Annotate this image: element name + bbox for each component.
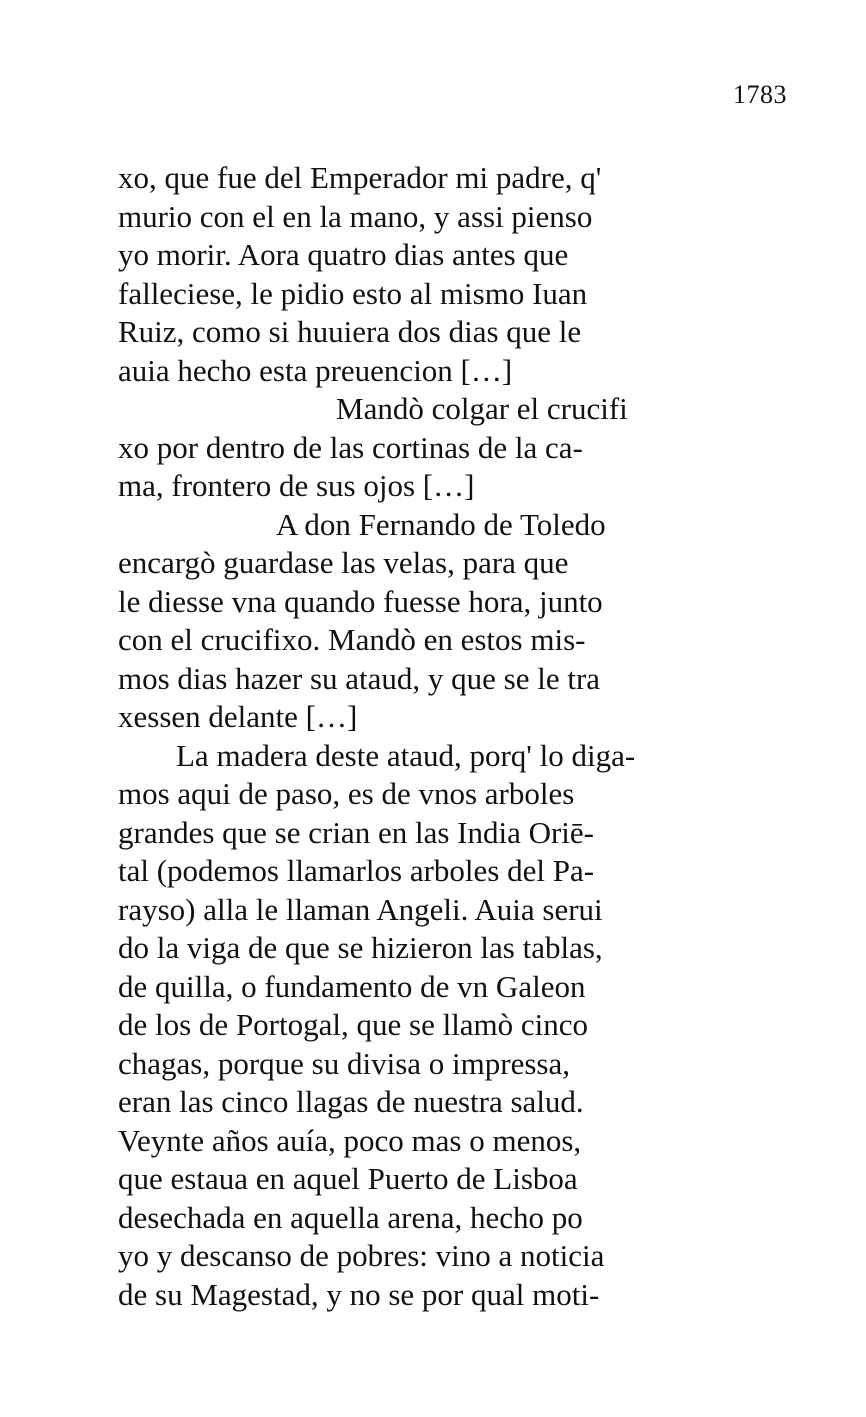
text-line: de quilla, o fundamento de vn Galeon xyxy=(118,968,586,1004)
text-line: La madera deste ataud, porq' lo diga- xyxy=(176,737,636,773)
text-line: A don Fernando de Toledo xyxy=(276,506,606,542)
text-line: Ruiz, como si huuiera dos dias que le xyxy=(118,314,582,349)
text-line: xo, que fue del Emperador mi padre, q' xyxy=(118,160,602,195)
text-line: do la viga de que se hizieron las tablas, xyxy=(118,930,603,965)
text-line: xo por dentro de las cortinas de la ca- xyxy=(118,429,583,465)
text-line: Mandò colgar el crucifi xyxy=(336,391,628,426)
text-line: chagas, porque su divisa o impressa, xyxy=(118,1045,570,1081)
text-line: yo morir. Aora quatro dias antes que xyxy=(118,237,569,272)
text-line: le diesse vna quando fuesse hora, junto xyxy=(118,583,603,619)
text-line: mos dias hazer su ataud, y que se le tra xyxy=(118,660,601,696)
text-line: tal (podemos llamarlos arboles del Pa- xyxy=(118,853,595,888)
text-line: de los de Portogal, que se llamò cinco xyxy=(118,1007,589,1042)
text-line: yo y descanso de pobres: vino a noticia xyxy=(118,1238,605,1273)
text-line: encargò guardase las velas, para que xyxy=(118,545,569,580)
text-line: mos aqui de paso, es de vnos arboles xyxy=(118,776,575,811)
page-number: 1783 xyxy=(733,80,787,109)
text-line: murio con el en la mano, y assi pienso xyxy=(118,198,593,234)
text-line: grandes que se crian en las India Oriē- xyxy=(118,814,594,850)
text-line: de su Magestad, y no se por qual moti- xyxy=(118,1276,600,1312)
text-line: ma, frontero de sus ojos […] xyxy=(118,468,475,503)
text-line: Veynte años auía, poco mas o menos, xyxy=(118,1122,582,1158)
text-line: rayso) alla le llaman Angeli. Auia serui xyxy=(118,891,603,927)
text-line: auia hecho esta preuencion […] xyxy=(118,352,513,388)
text-line: falleciese, le pidio esto al mismo Iuan xyxy=(118,275,588,311)
text-line: xessen delante […] xyxy=(118,699,358,734)
text-line: con el crucifixo. Mandò en estos mis- xyxy=(118,622,586,657)
text-line: que estaua en aquel Puerto de Lisboa xyxy=(118,1161,578,1196)
text-line: desechada en aquella arena, hecho po xyxy=(118,1199,583,1235)
text-line: eran las cinco llagas de nuestra salud. xyxy=(118,1084,584,1119)
body-text xyxy=(118,159,738,1314)
